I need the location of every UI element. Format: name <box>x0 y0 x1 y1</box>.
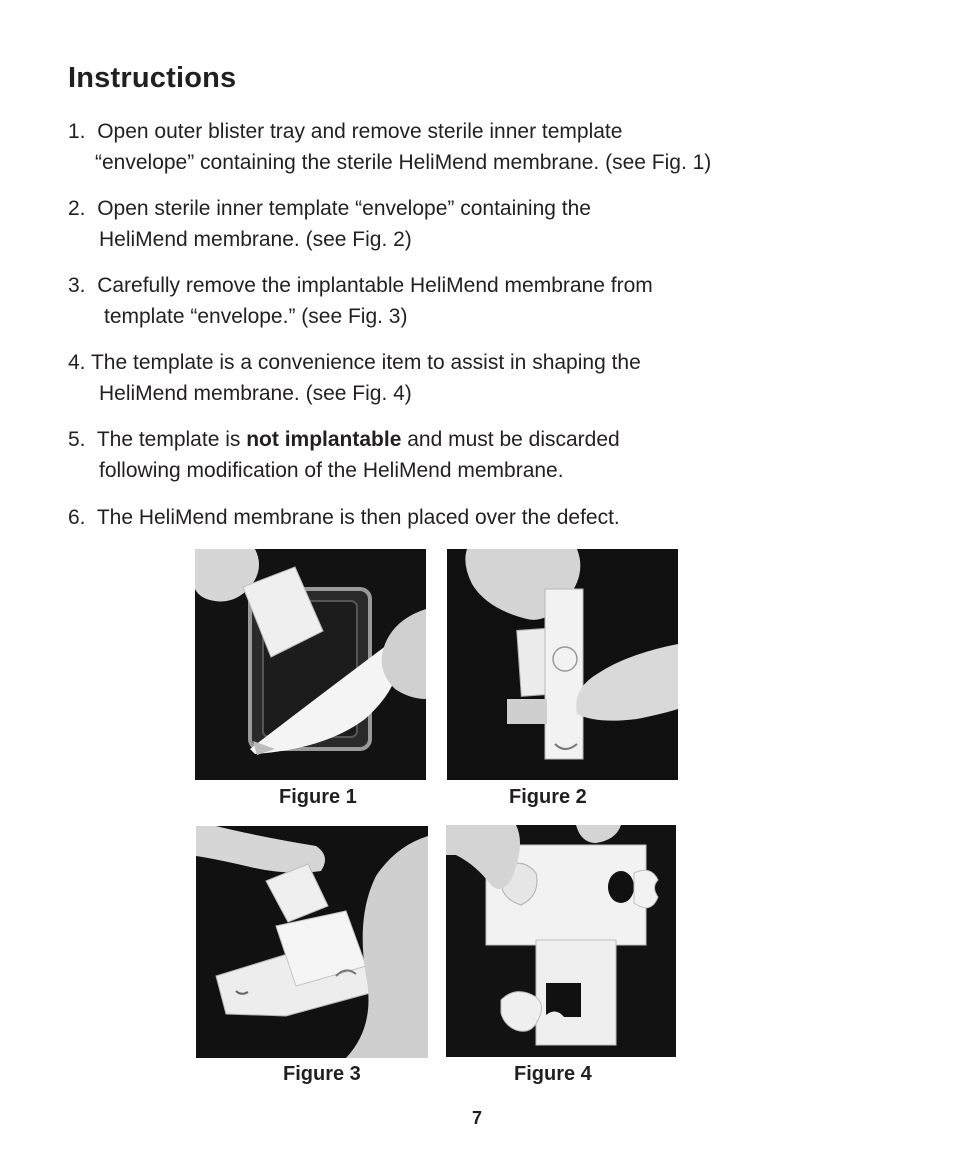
figure-3-photo <box>196 826 428 1058</box>
figure-2-caption: Figure 2 <box>509 786 587 808</box>
figure-4-caption: Figure 4 <box>514 1063 592 1085</box>
step-text-line1: The HeliMend membrane is then placed over the defect. <box>96 506 620 529</box>
step-number: 1. <box>68 120 86 143</box>
step-text-line1: Open sterile inner template “envelope” containing the <box>97 197 591 220</box>
page-title: Instructions <box>68 62 237 94</box>
instruction-step-4 <box>68 347 888 409</box>
figure-3-caption: Figure 3 <box>283 1063 361 1085</box>
step-text-line2: HeliMend membrane. (see Fig. 4) <box>99 382 412 405</box>
step-number: 4. <box>68 351 86 374</box>
figure-2-image <box>447 549 678 780</box>
figure-2-photo <box>447 549 678 780</box>
step-number: 2. <box>68 197 86 220</box>
step-text-line2: HeliMend membrane. (see Fig. 2) <box>99 228 412 251</box>
step-number: 6. <box>68 506 86 529</box>
figure-1-photo <box>195 549 426 780</box>
step-text-line2: “envelope” containing the sterile HeliMend membrane. (see Fig. 1) <box>95 151 712 174</box>
figure-3-image <box>196 826 428 1058</box>
step-text-line1-pre: The template is <box>96 428 247 451</box>
page-number: 7 <box>471 1108 482 1128</box>
step-text-line1: The template is a convenience item to assist in shaping the <box>90 351 641 374</box>
step-emphasis: not implantable <box>246 428 402 451</box>
figure-4-image <box>446 825 676 1057</box>
step-text-line1: Carefully remove the implantable HeliMend membrane from <box>97 274 653 297</box>
instruction-step-1 <box>68 116 888 178</box>
step-text-line1-post: and must be discarded <box>401 428 620 451</box>
instruction-step-6 <box>68 502 888 533</box>
figure-4-photo <box>446 825 676 1057</box>
instruction-step-5 <box>68 424 888 486</box>
step-text-line2: following modification of the HeliMend membrane. <box>99 459 564 482</box>
figure-1-image <box>195 549 426 780</box>
step-number: 3. <box>68 274 86 297</box>
instruction-step-3 <box>68 270 888 332</box>
step-number: 5. <box>68 428 86 451</box>
figure-1-caption: Figure 1 <box>279 786 357 808</box>
instruction-step-2 <box>68 193 888 255</box>
step-text-line1: Open outer blister tray and remove sterile inner template <box>97 120 623 143</box>
step-text-line2: template “envelope.” (see Fig. 3) <box>104 305 408 328</box>
